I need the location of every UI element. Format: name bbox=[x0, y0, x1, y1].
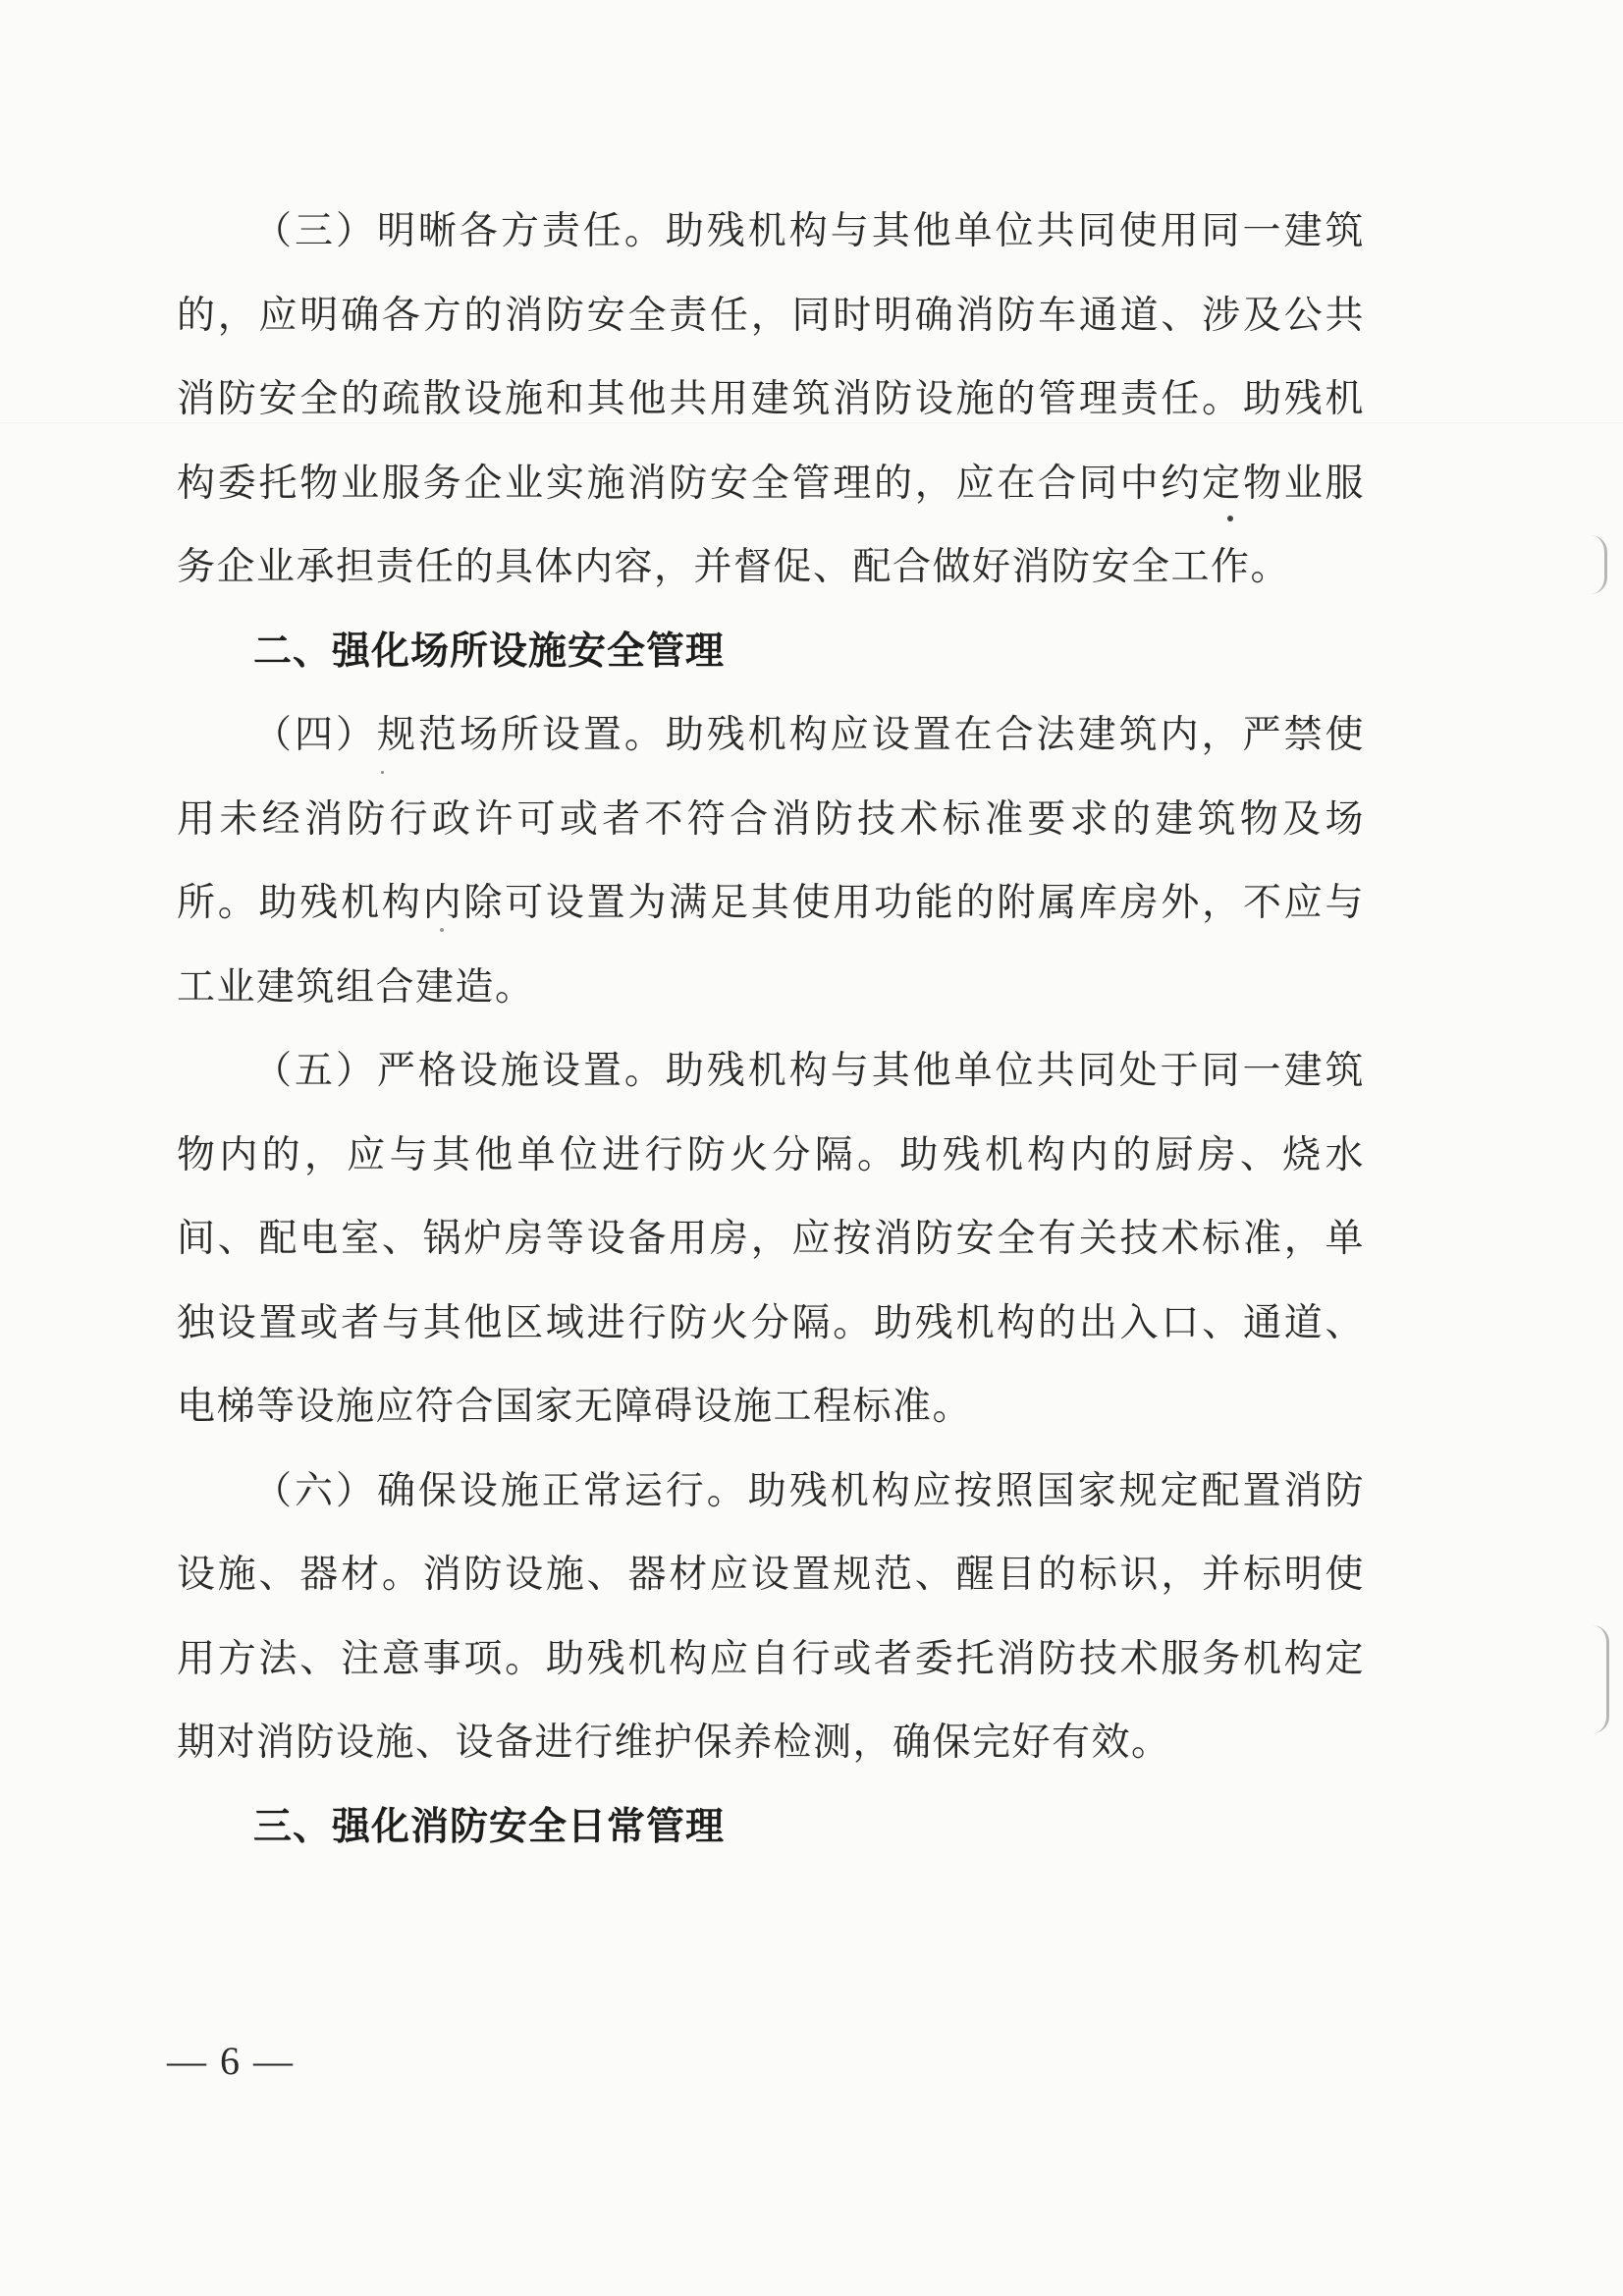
binding-hole-mark bbox=[1591, 535, 1607, 594]
scan-speck bbox=[440, 928, 444, 932]
paragraph-responsibilities: （三）明晰各方责任。助残机构与其他单位共同使用同一建筑的，应明确各方的消防安全责任，同时明确消防车通道、涉及公共消防安全的疏散设施和其他共用建筑消防设施的管理责任。助残机构委托物业服务企业实施消防安全管理的，应在合同中约定物业服务企业承担责任的具体内容，并督促、配合做好消防安全工作。 bbox=[177, 209, 1365, 589]
document-body bbox=[177, 190, 1365, 1869]
page-number: — 6 — bbox=[167, 2039, 295, 2083]
section-heading-facilities: 二、强化场所设施安全管理 bbox=[253, 629, 726, 674]
binding-hole-mark bbox=[1593, 1625, 1609, 1733]
paragraph-site-setting: （四）规范场所设置。助残机构应设置在合法建筑内，严禁使用未经消防行政许可或者不符合消防技术标准要求的建筑物及场所。助残机构内除可设置为满足其使用功能的附属库房外，不应与工业建筑组合建造。 bbox=[177, 713, 1365, 1010]
scan-speck bbox=[1227, 516, 1233, 521]
paragraph-facility-setting: （五）严格设施设置。助残机构与其他单位共同处于同一建筑物内的，应与其他单位进行防火分隔。助残机构内的厨房、烧水间、配电室、锅炉房等设备用房，应按消防安全有关技术标准，单独设置或者与其他区域进行防火分隔。助残机构的出入口、通道、电梯等设施应符合国家无障碍设施工程标准。 bbox=[177, 1049, 1365, 1429]
section-heading-daily-management: 三、强化消防安全日常管理 bbox=[253, 1804, 726, 1849]
paragraph-facility-operation: （六）确保设施正常运行。助残机构应按照国家规定配置消防设施、器材。消防设施、器材应设置规范、醒目的标识，并标明使用方法、注意事项。助残机构应自行或者委托消防技术服务机构定期对消防设施、设备进行维护保养检测，确保完好有效。 bbox=[177, 1468, 1365, 1765]
scan-speck bbox=[381, 771, 384, 774]
